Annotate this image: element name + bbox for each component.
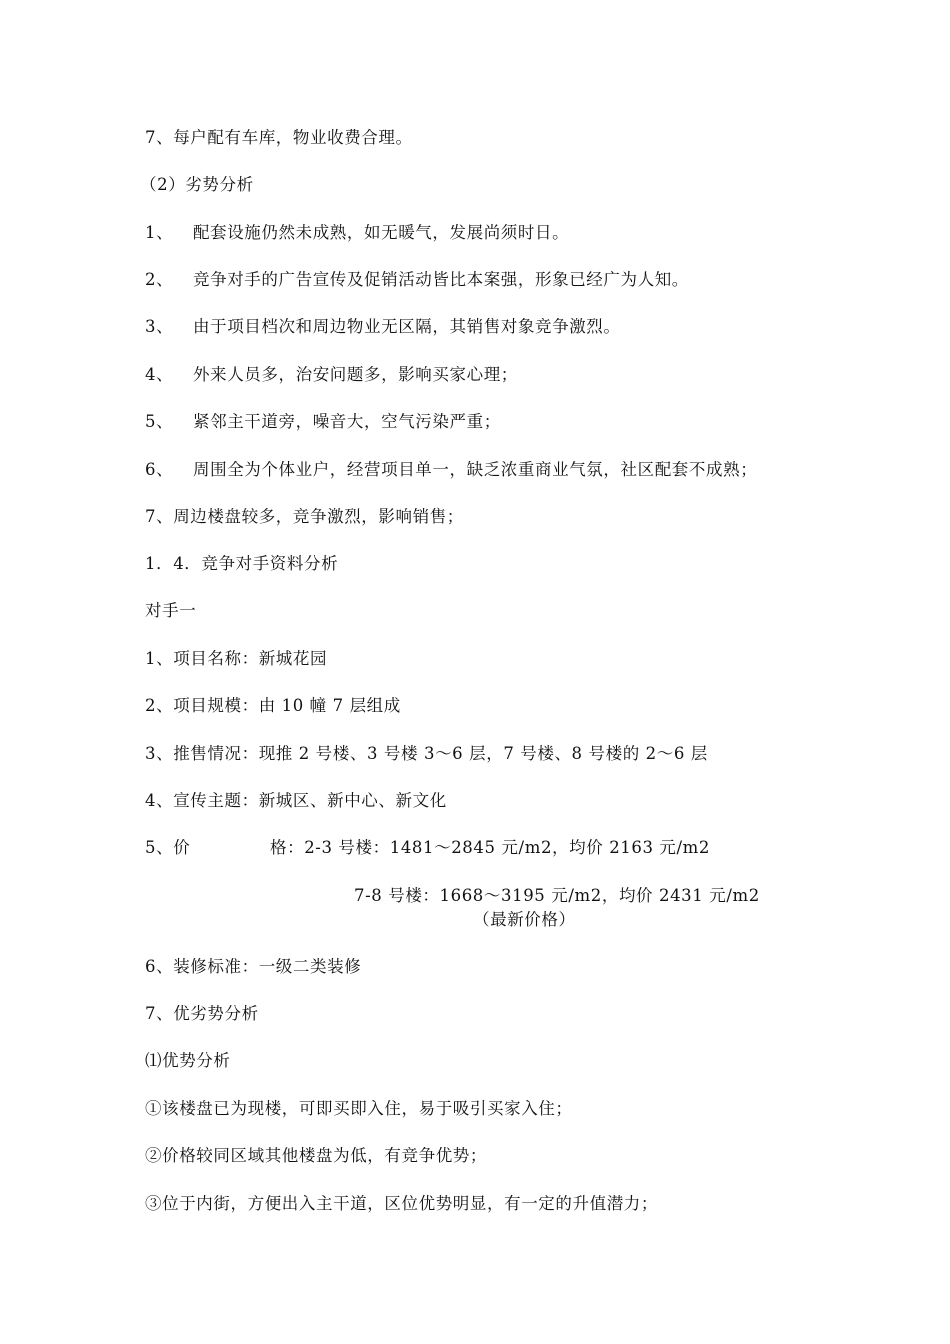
price-line-2: 7-8 号楼：1668～3195 元/m2，均价 2431 元/m2 bbox=[354, 886, 760, 905]
disadvantage-item bbox=[145, 269, 689, 291]
price-note: （最新价格） bbox=[473, 910, 576, 929]
item-text: 周围全为个体业户，经营项目单一，缺乏浓重商业气氛，社区配套不成熟； bbox=[193, 460, 758, 479]
price-label: 5、价 bbox=[145, 838, 191, 857]
competitor-item: 4、宣传主题：新城区、新中心、新文化 bbox=[145, 791, 447, 810]
advantage-item: ②价格较同区域其他楼盘为低，有竞争优势； bbox=[145, 1146, 487, 1165]
disadvantage-item bbox=[145, 316, 621, 338]
item-text: 配套设施仍然未成熟，如无暖气，发展尚须时日。 bbox=[193, 223, 570, 242]
item-number: 3、 bbox=[145, 317, 174, 336]
advantage-heading: ⑴优势分析 bbox=[145, 1051, 231, 1070]
item-text: 由于项目档次和周边物业无区隔，其销售对象竞争激烈。 bbox=[193, 317, 621, 336]
disadvantage-item bbox=[145, 459, 757, 481]
competitor-item: 3、推售情况：现推 2 号楼、3 号楼 3～6 层，7 号楼、8 号楼的 2～6 层 bbox=[145, 744, 708, 763]
disadvantage-item bbox=[145, 411, 501, 433]
price-values: 格：2-3 号楼：1481～2845 元/m2，均价 2163 元/m2 bbox=[270, 838, 711, 857]
pros-item-7: 7、每户配有车库，物业收费合理。 bbox=[145, 128, 413, 147]
disadvantage-item bbox=[145, 222, 569, 244]
disadvantage-item bbox=[145, 364, 518, 386]
item-number: 5、 bbox=[145, 412, 174, 431]
item-text: 紧邻主干道旁，噪音大，空气污染严重； bbox=[193, 412, 501, 431]
item-text: 外来人员多，治安问题多，影响买家心理； bbox=[193, 365, 518, 384]
price-line bbox=[145, 837, 710, 859]
competitor-item: 2、项目规模：由 10 幢 7 层组成 bbox=[145, 696, 401, 715]
section-heading: 1．4．竞争对手资料分析 bbox=[145, 554, 339, 573]
analysis-heading: 7、优劣势分析 bbox=[145, 1004, 259, 1023]
decoration-standard: 6、装修标准：一级二类装修 bbox=[145, 957, 362, 976]
disadvantage-item-7: 7、周边楼盘较多，竞争激烈，影响销售； bbox=[145, 507, 464, 526]
advantage-item: ③位于内街，方便出入主干道，区位优势明显，有一定的升值潜力； bbox=[145, 1194, 658, 1213]
competitor-label: 对手一 bbox=[145, 601, 197, 620]
item-number: 4、 bbox=[145, 365, 174, 384]
disadvantages-heading: （2）劣势分析 bbox=[140, 175, 254, 194]
item-number: 2、 bbox=[145, 270, 174, 289]
item-text: 竞争对手的广告宣传及促销活动皆比本案强，形象已经广为人知。 bbox=[193, 270, 689, 289]
advantage-item: ①该楼盘已为现楼，可即买即入住，易于吸引买家入住； bbox=[145, 1099, 573, 1118]
competitor-item: 1、项目名称：新城花园 bbox=[145, 649, 328, 668]
item-number: 6、 bbox=[145, 460, 174, 479]
item-number: 1、 bbox=[145, 223, 174, 242]
